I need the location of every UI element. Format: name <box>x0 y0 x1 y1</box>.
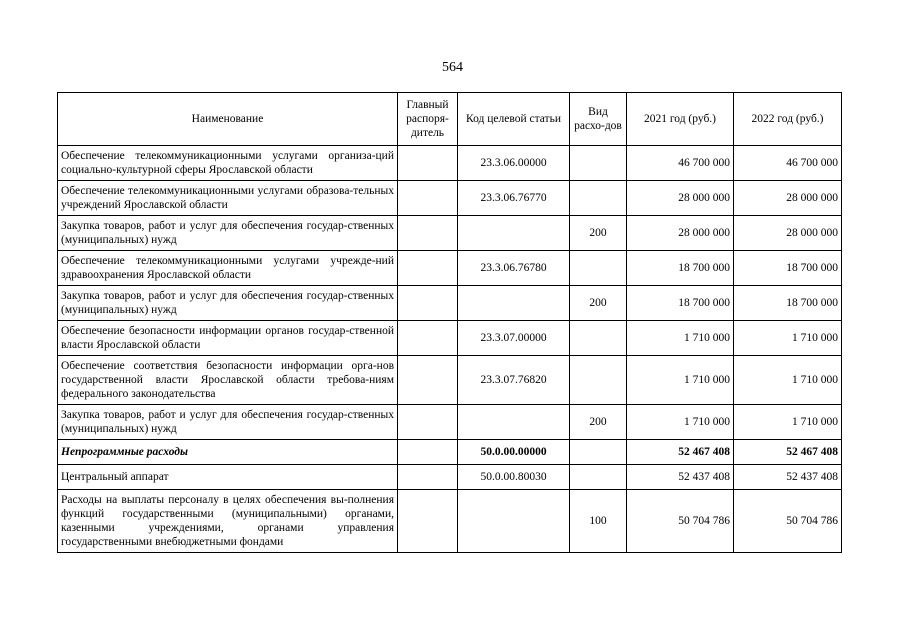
cell-manager <box>398 286 458 321</box>
cell-kind <box>570 251 627 286</box>
table-row <box>58 490 842 553</box>
table-row <box>58 465 842 490</box>
page-number: 564 <box>442 60 463 75</box>
cell-2021: 1 710 000 <box>627 321 734 356</box>
cell-name: Обеспечение соответствия безопасности информации орга-нов государственной власти Ярославской области требова-ниям федерального законодательства <box>58 356 398 405</box>
table-header-row <box>58 93 842 146</box>
cell-code: 23.3.06.76780 <box>458 251 570 286</box>
cell-2022: 1 710 000 <box>734 321 842 356</box>
cell-2021: 28 000 000 <box>627 181 734 216</box>
cell-code <box>458 286 570 321</box>
cell-2021: 1 710 000 <box>627 405 734 440</box>
cell-2022: 1 710 000 <box>734 356 842 405</box>
cell-manager <box>398 356 458 405</box>
table-row <box>58 181 842 216</box>
table-row <box>58 286 842 321</box>
cell-name: Закупка товаров, работ и услуг для обеспечения государ-ственных (муниципальных) нужд <box>58 405 398 440</box>
cell-2021: 50 704 786 <box>627 490 734 553</box>
cell-2021: 28 000 000 <box>627 216 734 251</box>
cell-name: Непрограммные расходы <box>58 440 398 465</box>
cell-kind: 100 <box>570 490 627 553</box>
budget-table <box>57 92 842 553</box>
cell-name: Закупка товаров, работ и услуг для обеспечения государ-ственных (муниципальных) нужд <box>58 286 398 321</box>
cell-2022: 28 000 000 <box>734 181 842 216</box>
cell-2021: 46 700 000 <box>627 146 734 181</box>
table-row <box>58 356 842 405</box>
cell-code: 50.0.00.80030 <box>458 465 570 490</box>
cell-manager <box>398 251 458 286</box>
table-row <box>58 216 842 251</box>
cell-manager <box>398 465 458 490</box>
cell-2022: 28 000 000 <box>734 216 842 251</box>
cell-name: Обеспечение телекоммуникационными услугами образова-тельных учреждений Ярославской области <box>58 181 398 216</box>
cell-manager <box>398 146 458 181</box>
table-row <box>58 321 842 356</box>
cell-code <box>458 490 570 553</box>
cell-2021: 1 710 000 <box>627 356 734 405</box>
cell-2022: 1 710 000 <box>734 405 842 440</box>
cell-manager <box>398 321 458 356</box>
table-row <box>58 440 842 465</box>
cell-kind <box>570 356 627 405</box>
cell-kind <box>570 181 627 216</box>
cell-code: 23.3.07.76820 <box>458 356 570 405</box>
cell-2022: 18 700 000 <box>734 251 842 286</box>
cell-manager <box>398 181 458 216</box>
header-name: Наименование <box>58 93 398 146</box>
cell-code: 23.3.07.00000 <box>458 321 570 356</box>
cell-manager <box>398 405 458 440</box>
cell-kind: 200 <box>570 405 627 440</box>
cell-2021: 18 700 000 <box>627 251 734 286</box>
cell-code: 50.0.00.00000 <box>458 440 570 465</box>
cell-kind <box>570 465 627 490</box>
cell-kind <box>570 146 627 181</box>
cell-manager <box>398 216 458 251</box>
cell-kind: 200 <box>570 286 627 321</box>
header-2022: 2022 год (руб.) <box>734 93 842 146</box>
cell-2021: 52 467 408 <box>627 440 734 465</box>
cell-name: Обеспечение телекоммуникационными услугами организа-ций социально-культурной сферы Ярославской области <box>58 146 398 181</box>
cell-kind: 200 <box>570 216 627 251</box>
table-row <box>58 405 842 440</box>
cell-2022: 52 467 408 <box>734 440 842 465</box>
cell-2021: 52 437 408 <box>627 465 734 490</box>
table-row <box>58 251 842 286</box>
cell-2021: 18 700 000 <box>627 286 734 321</box>
cell-kind <box>570 440 627 465</box>
cell-name: Обеспечение телекоммуникационными услугами учрежде-ний здравоохранения Ярославской области <box>58 251 398 286</box>
header-2021: 2021 год (руб.) <box>627 93 734 146</box>
header-manager: Главный распоря-дитель <box>398 93 458 146</box>
cell-name: Обеспечение безопасности информации органов государ-ственной власти Ярославской области <box>58 321 398 356</box>
cell-name: Закупка товаров, работ и услуг для обеспечения государ-ственных (муниципальных) нужд <box>58 216 398 251</box>
cell-manager <box>398 490 458 553</box>
cell-code: 23.3.06.00000 <box>458 146 570 181</box>
cell-2022: 50 704 786 <box>734 490 842 553</box>
table-row <box>58 146 842 181</box>
cell-name: Расходы на выплаты персоналу в целях обеспечения вы-полнения функций государственными (муниципальными) органами, казенными учреждениями, органами управления государственными внебюджетными фондами <box>58 490 398 553</box>
cell-name: Центральный аппарат <box>58 465 398 490</box>
cell-2022: 18 700 000 <box>734 286 842 321</box>
cell-kind <box>570 321 627 356</box>
cell-2022: 46 700 000 <box>734 146 842 181</box>
cell-2022: 52 437 408 <box>734 465 842 490</box>
table-body <box>58 146 842 553</box>
header-code: Код целевой статьи <box>458 93 570 146</box>
header-kind: Вид расхо-дов <box>570 93 627 146</box>
cell-code: 23.3.06.76770 <box>458 181 570 216</box>
cell-code <box>458 216 570 251</box>
cell-manager <box>398 440 458 465</box>
cell-code <box>458 405 570 440</box>
